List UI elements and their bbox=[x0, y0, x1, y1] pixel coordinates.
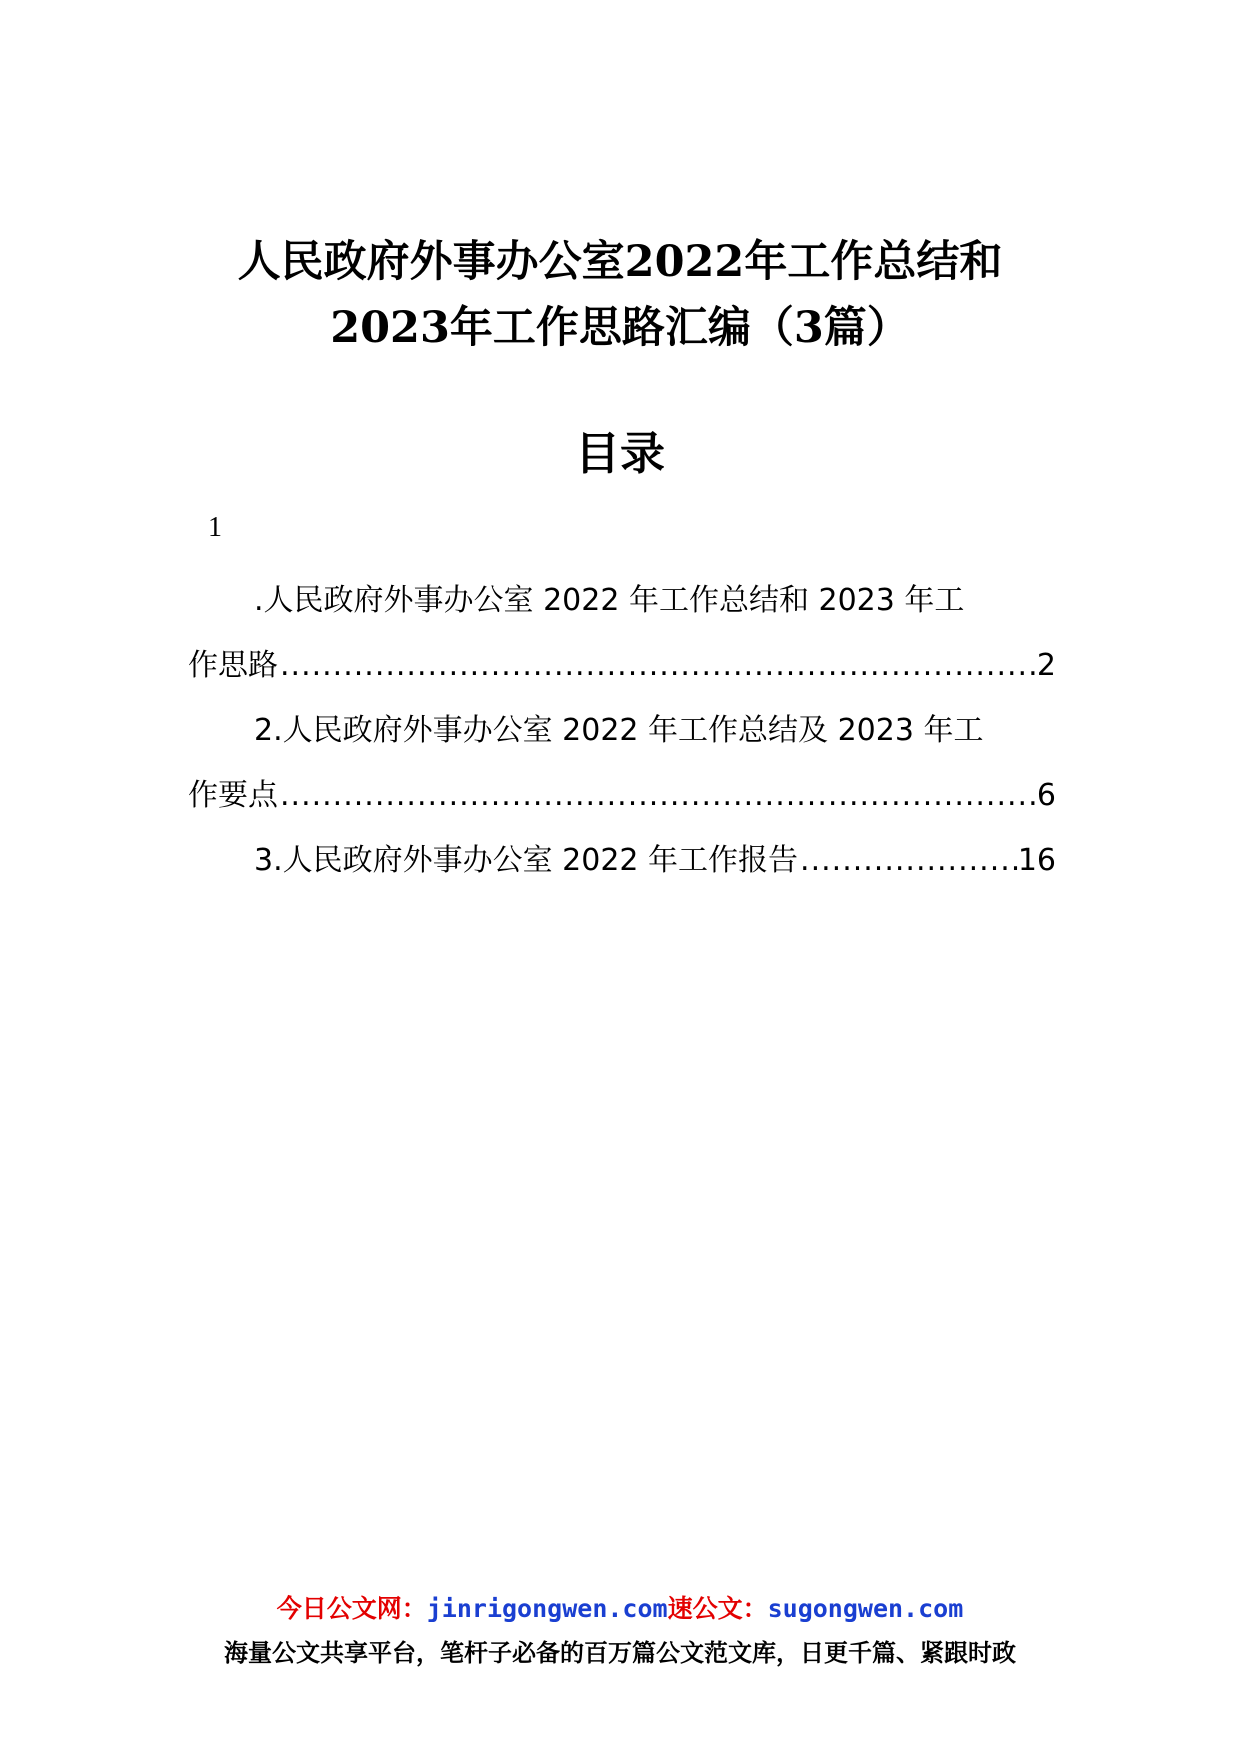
toc-entry-3[interactable] bbox=[188, 828, 1056, 893]
site2-label: 速公文： bbox=[667, 1594, 768, 1623]
toc-entry-title: 3.人民政府外事办公室 2022 年工作报告 bbox=[254, 843, 799, 878]
document-title-line-1: 人民政府外事办公室2022年工作总结和 bbox=[237, 237, 1003, 287]
dot-leader bbox=[278, 633, 1037, 698]
toc-page-number: 16 bbox=[1017, 843, 1056, 878]
dot-leader bbox=[278, 763, 1037, 828]
toc-entry-continuation-line bbox=[188, 633, 1056, 698]
toc-entry-2[interactable] bbox=[188, 698, 1056, 828]
toc-entry-title: .人民政府外事办公室 2022 年工作总结和 2023 年工 bbox=[254, 583, 965, 618]
toc-entry-title-continuation: 作思路 bbox=[188, 648, 278, 683]
footer-site-links bbox=[0, 1592, 1240, 1626]
toc-entry-1[interactable] bbox=[188, 568, 1056, 698]
site2-link[interactable]: sugongwen.com bbox=[767, 1594, 964, 1623]
toc-entry-first-line bbox=[188, 568, 1056, 633]
toc-entry-continuation-line bbox=[188, 763, 1056, 828]
table-of-contents bbox=[188, 568, 1056, 893]
dot-leader bbox=[798, 828, 1018, 893]
stray-list-number: 1 bbox=[208, 512, 222, 543]
footer-tagline: 海量公文共享平台，笔杆子必备的百万篇公文范文库，日更千篇、紧跟时政 bbox=[224, 1639, 1016, 1667]
site1-label: 今日公文网： bbox=[276, 1594, 427, 1623]
toc-entry-first-line bbox=[188, 698, 1056, 763]
toc-entry-title: 2.人民政府外事办公室 2022 年工作总结及 2023 年工 bbox=[254, 713, 984, 748]
toc-heading: 目录 bbox=[574, 427, 665, 480]
toc-page-number: 6 bbox=[1036, 778, 1056, 813]
toc-entry-title-continuation: 作要点 bbox=[188, 778, 278, 813]
site1-link[interactable]: jinrigongwen.com bbox=[426, 1594, 668, 1623]
toc-page-number: 2 bbox=[1036, 648, 1056, 683]
toc-entry-first-line bbox=[188, 828, 1056, 893]
document-title-line-2: 2023年工作思路汇编（3篇） bbox=[330, 303, 910, 353]
